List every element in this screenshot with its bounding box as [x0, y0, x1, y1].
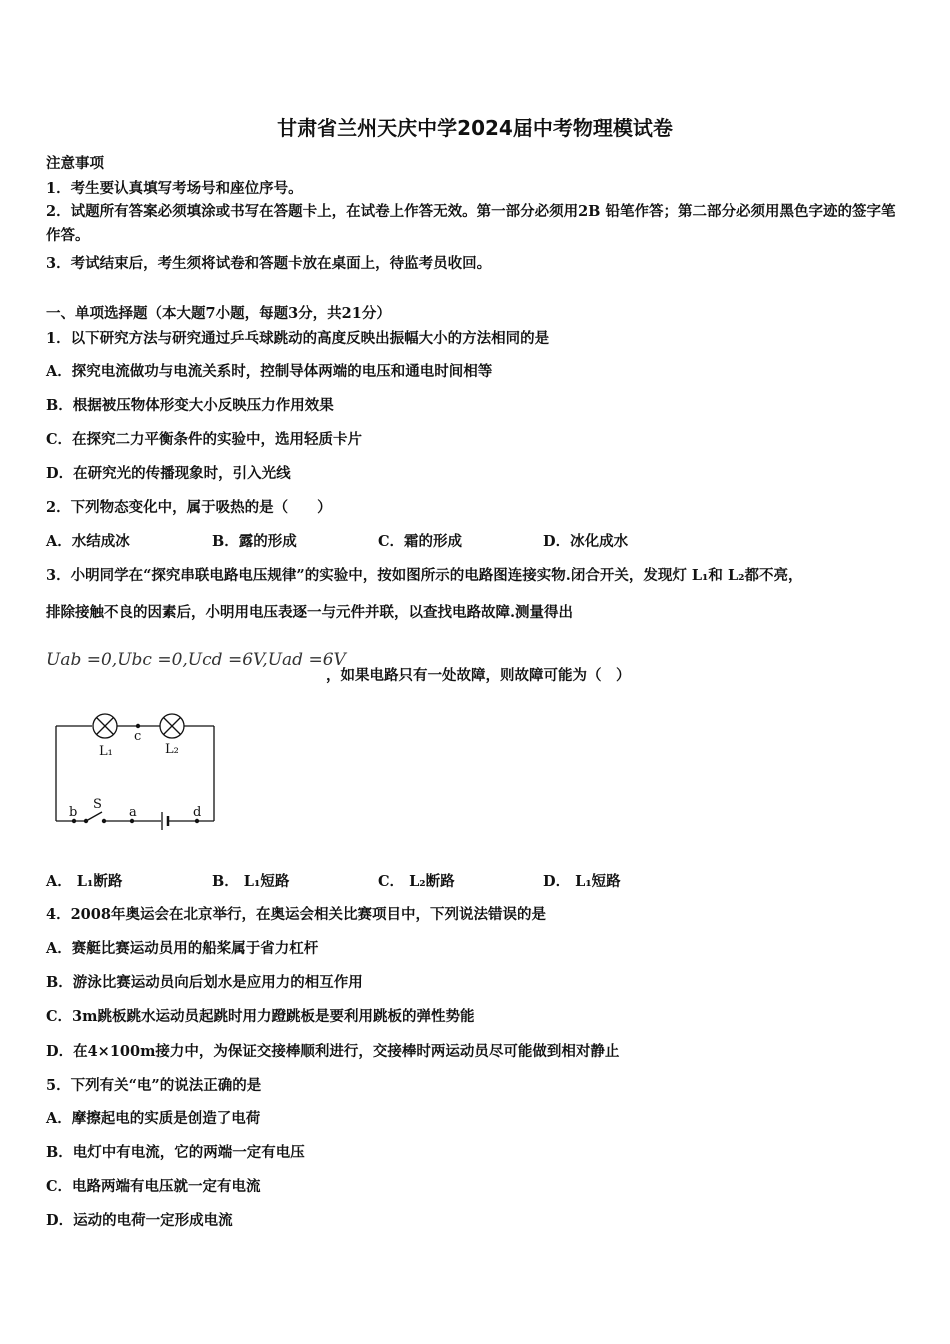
label-d: d [193, 805, 202, 820]
label-l1: L₁ [99, 744, 113, 759]
q4-option-c: C．3m跳板跳水运动员起跳时用力蹬跳板是要利用跳板的弹性势能 [46, 1008, 475, 1025]
q5-option-c: C．电路两端有电压就一定有电流 [46, 1178, 261, 1195]
q3-option-c: C． L₂断路 [378, 873, 455, 890]
switch-s-icon [86, 812, 102, 821]
q3-option-d: D． L₁短路 [543, 873, 621, 890]
notice-heading: 注意事项 [46, 155, 104, 172]
q1-stem: 1．以下研究方法与研究通过乒乓球跳动的高度反映出振幅大小的方法相同的是 [46, 330, 550, 347]
label-c: c [134, 729, 142, 744]
notice-item-2: 2．试题所有答案必须填涂或书写在答题卡上，在试卷上作答无效。第一部分必须用2B 铅笔作答；第二部分必须用黑色字迹的签字笔作答。 [46, 203, 896, 244]
q2-option-b: B．露的形成 [212, 533, 297, 550]
q4-stem: 4．2008年奥运会在北京举行，在奥运会相关比赛项目中，下列说法错误的是 [46, 906, 546, 923]
q1-option-c: C．在探究二力平衡条件的实验中，选用轻质卡片 [46, 431, 363, 448]
q3-option-b: B． L₁短路 [212, 873, 290, 890]
q1-option-a: A．探究电流做功与电流关系时，控制导体两端的电压和通电时间相等 [46, 363, 493, 380]
notice-item-1: 1．考生要认真填写考场号和座位序号。 [46, 180, 303, 197]
q1-option-d: D．在研究光的传播现象时，引入光线 [46, 465, 291, 482]
q5-option-d: D．运动的电荷一定形成电流 [46, 1212, 233, 1229]
q3-stem-line1: 3．小明同学在“探究串联电路电压规律”的实验中，按如图所示的电路图连接实物.闭合开关，发现灯 L₁和 L₂都不亮， [46, 567, 803, 584]
label-a: a [129, 805, 137, 820]
q3-stem-line2: 排除接触不良的因素后，小明用电压表逐一与元件并联，以查找电路故障.测量得出 [46, 604, 574, 621]
q2-option-d: D．冰化成水 [543, 533, 629, 550]
switch-contact [102, 819, 106, 823]
q1-option-b: B．根据被压物体形变大小反映压力作用效果 [46, 397, 334, 414]
q3-option-a: A． L₁断路 [46, 873, 123, 890]
page-title: 甘肃省兰州天庆中学2024届中考物理模试卷 [277, 116, 673, 140]
label-s: S [93, 797, 102, 812]
node-c [136, 724, 140, 728]
notice-item-3: 3．考试结束后，考生须将试卷和答题卡放在桌面上，待监考员收回。 [46, 255, 492, 272]
q2-stem: 2．下列物态变化中，属于吸热的是（ ） [46, 499, 332, 516]
q4-option-a: A．赛艇比赛运动员用的船桨属于省力杠杆 [46, 940, 319, 957]
q3-stem-line3: ，如果电路只有一处故障，则故障可能为（ ） [326, 667, 631, 684]
switch-pivot [84, 819, 88, 823]
label-l2: L₂ [165, 742, 179, 757]
q5-option-a: A．摩擦起电的实质是创造了电荷 [46, 1110, 261, 1127]
label-b: b [69, 805, 78, 820]
q4-option-b: B．游泳比赛运动员向后划水是应用力的相互作用 [46, 974, 363, 991]
q3-formula: Uab =0,Ubc =0,Ucd =6V,Uad =6V [46, 650, 346, 670]
q4-option-d: D．在4×100m接力中，为保证交接棒顺利进行，交接棒时两运动员尽可能做到相对静止 [46, 1043, 620, 1060]
section-heading: 一、单项选择题（本大题7小题，每题3分，共21分） [46, 305, 391, 322]
q5-option-b: B．电灯中有电流，它的两端一定有电压 [46, 1144, 305, 1161]
circuit-diagram [50, 700, 230, 830]
q2-option-a: A．水结成冰 [46, 533, 130, 550]
q2-option-c: C．霜的形成 [378, 533, 463, 550]
q5-stem: 5．下列有关“电”的说法正确的是 [46, 1077, 262, 1094]
